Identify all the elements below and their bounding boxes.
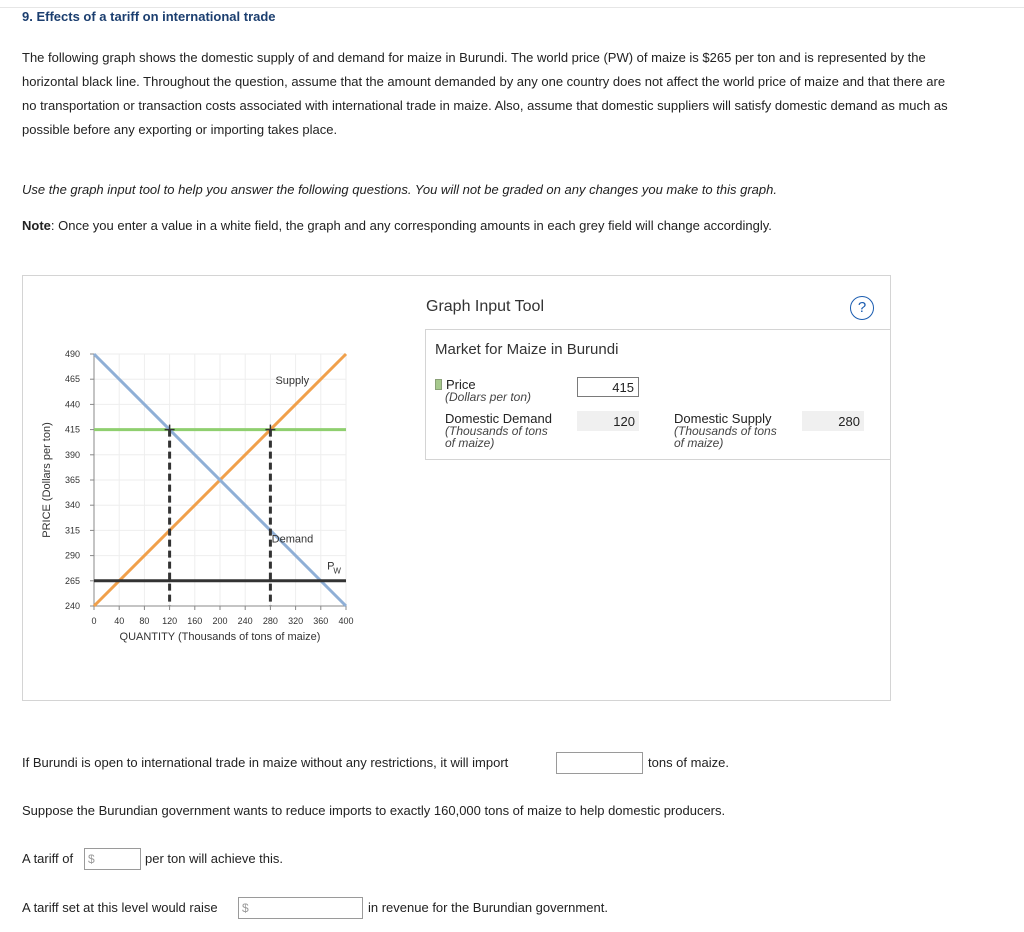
x-tick-label: 320 xyxy=(288,616,304,626)
revenue-answer-input[interactable] xyxy=(238,897,363,919)
y-tick-label: 415 xyxy=(64,424,80,435)
domestic-supply-unit-2: of maize) xyxy=(674,436,724,450)
x-tick-label: 40 xyxy=(114,616,125,626)
y-tick-label: 240 xyxy=(64,601,80,611)
help-icon[interactable]: ? xyxy=(850,296,874,320)
revenue-question-suffix: in revenue for the Burundian government. xyxy=(368,900,608,915)
import-answer-input[interactable] xyxy=(556,752,643,774)
y-tick-label: 340 xyxy=(64,500,80,511)
demand-label: Demand xyxy=(271,533,314,546)
instruction-text: Use the graph input tool to help you answer the following questions. You will not be graded on any changes you make to this graph. xyxy=(22,182,777,197)
pw-subscript: W xyxy=(333,566,341,576)
domestic-supply-label: Domestic Supply xyxy=(674,411,772,426)
tariff-question: A tariff of xyxy=(22,851,74,866)
x-tick-label: 280 xyxy=(262,616,278,626)
y-tick-label: 365 xyxy=(64,475,80,485)
price-label: Price xyxy=(446,377,476,392)
x-tick-label: 360 xyxy=(313,616,329,626)
note-text xyxy=(22,218,772,233)
price-input[interactable]: 415 xyxy=(577,377,639,397)
price-swatch-icon xyxy=(435,379,442,390)
intro-paragraph: The following graph shows the domestic supply of and demand for maize in Burundi. The world price (PW) of maize is $265 per ton and is represented by the horizontal black line. Throughout the question, assume that the amount demanded by any one country does not affect the world price of maize and that there are no transportation or transaction costs associated with international trade in maize. Also, assume that domestic suppliers will satisfy domestic demand as much as possible before any exporting or importing takes place. xyxy=(22,50,948,137)
y-tick-label: 490 xyxy=(64,349,80,359)
note-label: Note xyxy=(22,218,51,233)
y-tick-label: 465 xyxy=(64,374,80,385)
x-tick-label: 0 xyxy=(91,616,97,626)
tariff-dollar-sign: $ xyxy=(88,852,95,866)
tariff-question-suffix: per ton will achieve this. xyxy=(145,851,284,866)
x-tick-label: 120 xyxy=(162,616,178,626)
chart[interactable] xyxy=(30,330,410,663)
graph-input-tool-title: Graph Input Tool xyxy=(426,298,545,315)
note-body: : Once you enter a value in a white field, the graph and any corresponding amounts in each grey field will change accordingly. xyxy=(50,218,772,233)
price-unit: (Dollars per ton) xyxy=(445,390,532,404)
pw-label: P xyxy=(327,560,335,573)
y-tick-label: 265 xyxy=(64,575,80,586)
x-tick-label: 240 xyxy=(237,616,253,626)
tariff-answer-input[interactable] xyxy=(84,848,141,870)
x-axis-label: QUANTITY (Thousands of tons of maize) xyxy=(119,631,321,643)
top-divider xyxy=(0,7,1024,8)
import-question: If Burundi is open to international trade in maize without any restrictions, it will import xyxy=(22,755,509,770)
y-axis-label: PRICE (Dollars per ton) xyxy=(41,422,53,538)
market-chart[interactable] xyxy=(30,330,410,660)
domestic-demand-unit-2: of maize) xyxy=(445,436,495,450)
domestic-supply-value: 280 xyxy=(802,411,864,431)
question-title: 9. Effects of a tariff on international trade xyxy=(22,9,276,24)
reduce-imports-text: Suppose the Burundian government wants to reduce imports to exactly 160,000 tons of maize to help domestic producers. xyxy=(22,803,726,818)
domestic-demand-label: Domestic Demand xyxy=(445,411,552,426)
x-tick-label: 400 xyxy=(338,616,354,626)
market-title: Market for Maize in Burundi xyxy=(435,341,619,358)
x-tick-label: 80 xyxy=(139,616,150,626)
y-tick-label: 290 xyxy=(64,550,80,561)
revenue-question: A tariff set at this level would raise xyxy=(22,900,218,915)
import-question-suffix: tons of maize. xyxy=(648,755,729,770)
x-tick-label: 200 xyxy=(212,616,228,626)
x-tick-label: 160 xyxy=(187,616,203,626)
domestic-supply-unit-1: (Thousands of tons xyxy=(674,424,777,438)
y-tick-label: 390 xyxy=(64,449,80,460)
revenue-dollar-sign: $ xyxy=(242,901,249,915)
y-tick-label: 315 xyxy=(64,525,80,536)
domestic-demand-unit-1: (Thousands of tons xyxy=(445,424,548,438)
supply-label: Supply xyxy=(275,375,310,388)
domestic-demand-value: 120 xyxy=(577,411,639,431)
y-tick-label: 440 xyxy=(64,399,80,410)
